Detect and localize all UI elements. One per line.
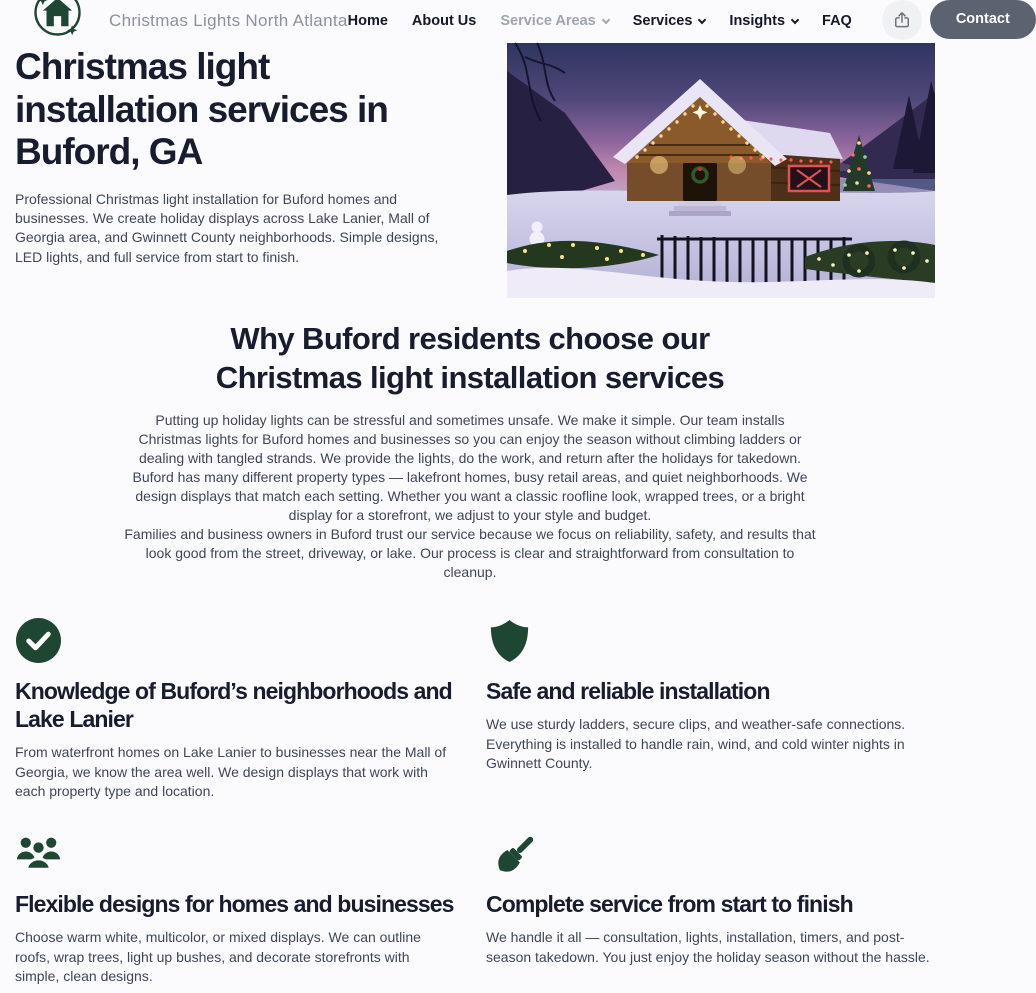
main-nav [348,13,852,29]
why-paragraph-1: Putting up holiday lights can be stressful and sometimes unsafe. We make it simple. Our team installs Christmas lights for Buford homes and businesses so you can enjoy the season without climbing ladders or dealing with tangled strands. We provide the lights, do the work, and return after the holidays for takedown. [138,411,802,466]
hero-text [15,43,470,298]
brand-name: Christmas Lights North Atlanta [109,10,348,30]
chevron-down-icon [698,15,706,23]
logo-house-icon[interactable] [30,0,85,45]
chevron-down-icon [602,15,610,23]
why-section-title: Why Buford residents choose our Christmas light installation services [215,321,725,396]
feature-text: We handle it all — consultation, lights, installation, timers, and post-season takedown. You just enjoy the holiday season without the hassle. [486,928,930,965]
hero-description: Professional Christmas light installation for Buford homes and businesses. We create holiday displays across Lake Lanier, Mall of Georgia area, and Gwinnett County neighborhoods. Simple designs, LED lights, and full service from start to finish. [15,190,439,265]
nav-services-label: Services [632,12,693,29]
feature-title: Complete service from start to finish [486,890,853,917]
contact-button[interactable]: Contact [930,0,1036,39]
nav-insights[interactable] [729,13,798,29]
why-paragraph-2: Buford has many different property types — lakefront homes, busy retail areas, and quiet neighborhoods. We design displays that match each setting. Whether you want a classic roofline look, wrapped trees, or a bright display for a storefront, we adjust to your style and budget. [132,468,808,523]
feature-title: Knowledge of Buford’s neighborhoods and Lake Lanier [15,678,452,733]
nav-home[interactable]: Home [347,12,388,29]
share-button[interactable] [882,0,922,40]
feature-text: We use sturdy ladders, secure clips, and weather-safe connections. Everything is installed to handle rain, wind, and cold winter nights in Gwinnett County. [486,716,906,772]
feature-text: From waterfront homes on Lake Lanier to businesses near the Mall of Georgia, we know the area well. We design displays that work with each property type and location. [15,744,447,800]
feature-title: Flexible designs for homes and businesses [15,890,454,917]
page-title: Christmas light installation services in Buford, GA [15,46,388,173]
site-header [0,0,1010,41]
feature-flexible-designs [15,830,455,987]
hero-image-cabin-christmas-lights [507,43,935,298]
features-grid [0,617,940,987]
why-section [0,319,940,582]
chevron-down-icon [791,15,799,23]
feature-title: Safe and reliable installation [486,678,770,704]
check-circle-icon [15,617,455,664]
feature-complete-service [486,830,931,987]
feature-safe-installation [486,617,931,802]
share-icon [892,10,912,30]
nav-insights-label: Insights [729,12,786,29]
nav-faq[interactable]: FAQ [822,12,852,29]
header-actions [882,2,1036,40]
why-paragraph-3: Families and business owners in Buford trust our service because we focus on reliability, safety, and results that look good from the street, driveway, or lake. Our process is clear and straightforward from consultation to cleanup. [124,525,816,580]
feature-text: Choose warm white, multicolor, or mixed displays. We can outline roofs, wrap trees, light up bushes, and decorate storefronts with simple, clean designs. [15,928,421,985]
nav-about-us[interactable]: About Us [411,12,477,29]
nav-services[interactable] [633,13,706,29]
feature-local-knowledge [15,617,455,802]
nav-service-areas[interactable] [500,13,608,29]
users-icon [15,830,455,877]
hero-section [0,43,940,298]
nav-service-areas-label: Service Areas [500,12,596,29]
shield-icon [486,617,931,664]
broom-icon [486,830,931,877]
